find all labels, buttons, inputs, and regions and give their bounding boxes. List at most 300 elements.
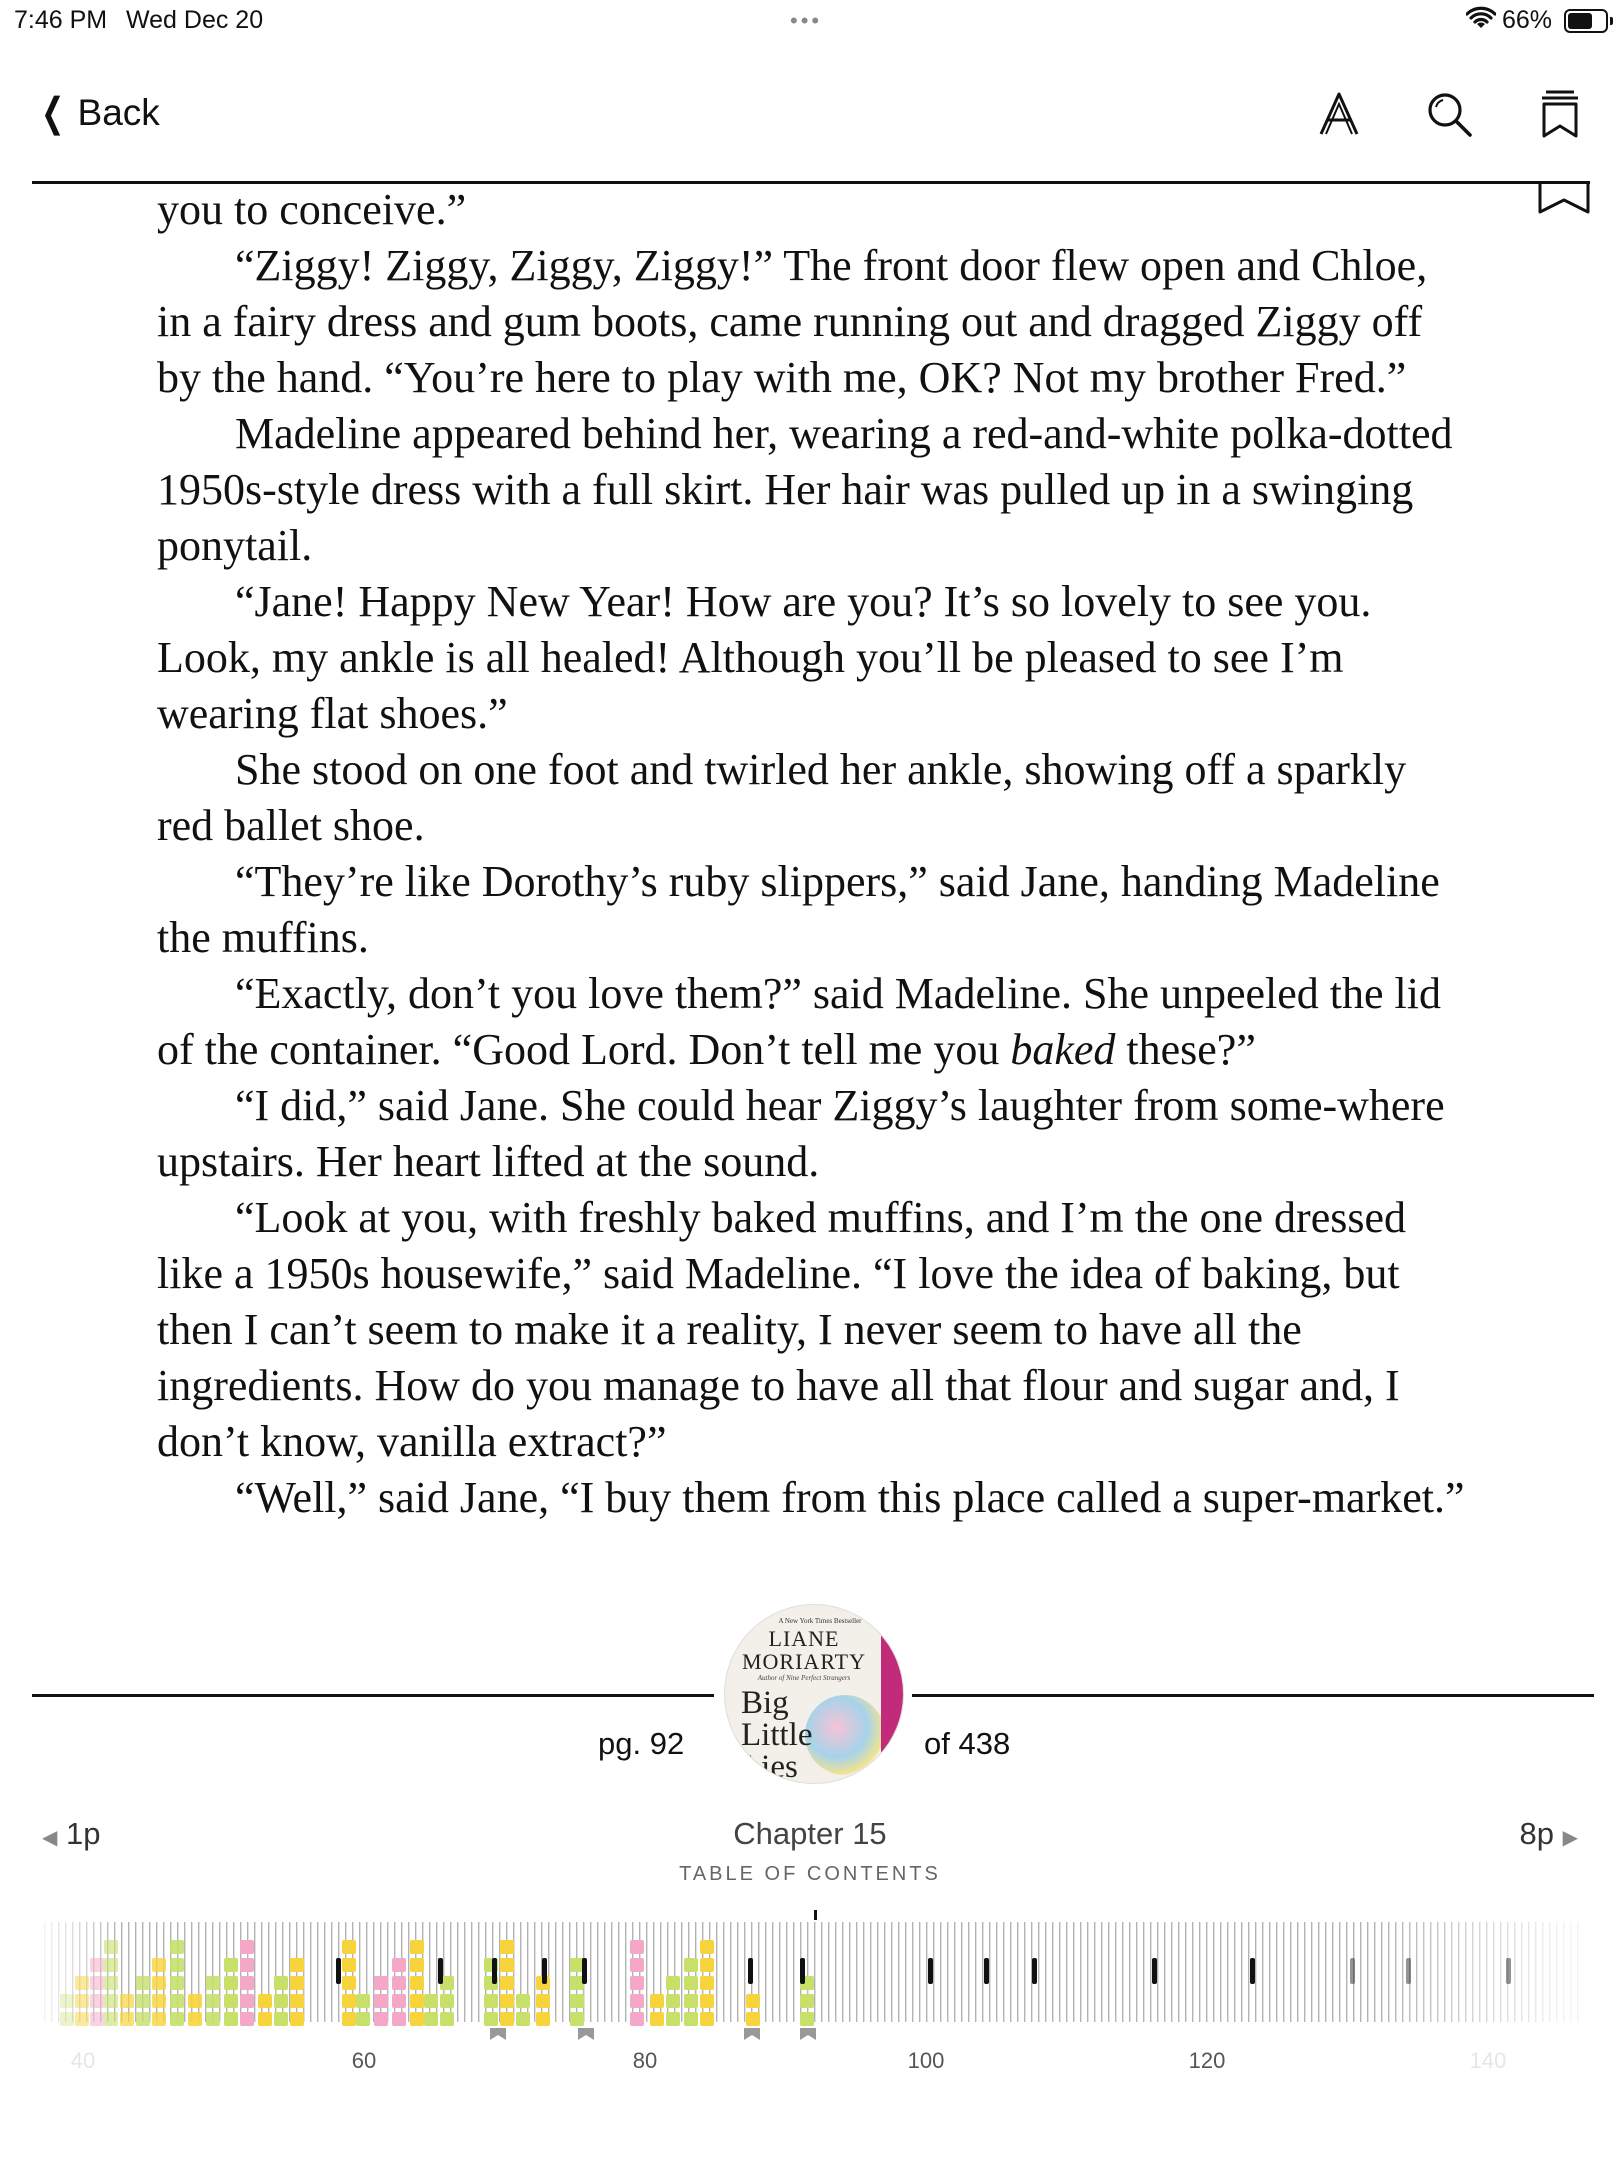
timeline-highlight <box>274 2012 288 2026</box>
timeline-tick <box>1465 1922 1466 2022</box>
timeline-tick <box>1213 1922 1214 2022</box>
timeline-tick <box>1360 1922 1361 2022</box>
timeline-tick <box>765 1922 766 2022</box>
paragraph-text: these?” <box>1115 1025 1256 1074</box>
timeline-highlight <box>700 1976 714 1990</box>
timeline-tick <box>1136 1922 1137 2022</box>
timeline-tick <box>408 1922 409 2022</box>
timeline-highlight <box>170 1958 184 1972</box>
status-date: Wed Dec 20 <box>126 6 264 34</box>
timeline-tick <box>1115 1922 1116 2022</box>
timeline-tick <box>1381 1922 1382 2022</box>
timeline-tick <box>1332 1922 1333 2022</box>
timeline-tick <box>1122 1922 1123 2022</box>
timeline-tick <box>1283 1922 1284 2022</box>
timeline-tick <box>1318 1922 1319 2022</box>
timeline-tick <box>1416 1922 1417 2022</box>
timeline-tick <box>1248 1922 1249 2022</box>
timeline-highlight <box>290 1958 304 1972</box>
back-label: Back <box>77 92 160 133</box>
timeline-note-mark <box>438 1958 443 1984</box>
timeline-note-mark <box>1152 1958 1157 1984</box>
timeline-tick <box>954 1922 955 2022</box>
timeline-note-mark <box>1406 1958 1411 1984</box>
timeline-tick <box>1178 1922 1179 2022</box>
timeline-tick <box>821 1922 822 2022</box>
timeline-tick <box>1472 1922 1473 2022</box>
timeline-highlight <box>136 1994 150 2008</box>
timeline-highlight <box>500 1940 514 1954</box>
timeline-tick <box>856 1922 857 2022</box>
timeline-tick <box>1066 1922 1067 2022</box>
timeline-highlight <box>800 1994 814 2008</box>
timeline-highlight <box>240 2012 254 2026</box>
timeline-highlight <box>90 1994 104 2008</box>
timeline-highlight <box>424 2012 438 2026</box>
timeline-highlight <box>570 1994 584 2008</box>
timeline-tick <box>772 1922 773 2022</box>
timeline-highlight <box>206 2012 220 2026</box>
timeline-highlight <box>274 1976 288 1990</box>
timeline-tick <box>1514 1922 1515 2022</box>
timeline-highlight <box>374 1976 388 1990</box>
timeline-highlight <box>516 1994 530 2008</box>
timeline-tick <box>205 1922 206 2022</box>
timeline-tick <box>1010 1922 1011 2022</box>
timeline-highlight <box>630 1940 644 1954</box>
timeline-highlight <box>410 1976 424 1990</box>
timeline-tick <box>555 1922 556 2022</box>
book-page-text <box>157 182 1467 1526</box>
text-format-icon[interactable] <box>1311 86 1367 142</box>
timeline-highlight <box>440 2012 454 2026</box>
timeline-highlight <box>630 1994 644 2008</box>
timeline-tick <box>786 1922 787 2022</box>
current-page: pg. 92 <box>598 1726 685 1761</box>
timeline-highlight <box>75 1994 89 2008</box>
timeline-highlight <box>440 1994 454 2008</box>
timeline-tick <box>884 1922 885 2022</box>
timeline-tick <box>1367 1922 1368 2022</box>
timeline-tick <box>877 1922 878 2022</box>
timeline-tick <box>1080 1922 1081 2022</box>
timeline-tick <box>58 1922 59 2022</box>
timeline-highlight <box>104 1994 118 2008</box>
timeline-axis-label: 80 <box>632 2048 658 2073</box>
timeline-highlight <box>570 2012 584 2026</box>
timeline-highlight <box>500 1994 514 2008</box>
timeline-tick <box>1339 1922 1340 2022</box>
paragraph-text: “Exactly, don’t you love them?” said Madeline. She unpeeled the lid of the container. “Good Lord. Don’t tell me you <box>157 969 1441 1074</box>
timeline-tick <box>1087 1922 1088 2022</box>
timeline-tick <box>870 1922 871 2022</box>
timeline-tick <box>562 1922 563 2022</box>
paragraph: “Well,” said Jane, “I buy them from this place called a super-market.” <box>235 1473 1465 1522</box>
timeline-tick <box>1500 1922 1501 2022</box>
timeline-highlight <box>700 1958 714 1972</box>
timeline-note-mark <box>1350 1958 1355 1984</box>
timeline-graphic[interactable] <box>0 1910 1620 2050</box>
timeline-tick <box>1395 1922 1396 2022</box>
timeline-tick <box>1143 1922 1144 2022</box>
timeline-tick <box>1255 1922 1256 2022</box>
paragraph: Madeline appeared behind her, wearing a red-and-white polka-dotted 1950s-style dress with a full skirt. Her hair was pulled up in a swinging ponytail. <box>157 409 1453 570</box>
timeline-highlight <box>240 1940 254 1954</box>
timeline-tick <box>464 1922 465 2022</box>
timeline-tick <box>828 1922 829 2022</box>
timeline-tick <box>968 1922 969 2022</box>
timeline-note-mark <box>582 1958 587 1984</box>
status-bar <box>0 0 1620 44</box>
timeline-tick <box>1388 1922 1389 2022</box>
timeline-highlight <box>630 2012 644 2026</box>
timeline-highlight <box>374 2012 388 2026</box>
timeline-tick <box>646 1922 647 2022</box>
timeline-tick <box>681 1922 682 2022</box>
back-button[interactable] <box>36 90 160 136</box>
timeline-highlight <box>666 2012 680 2026</box>
timeline-tick <box>324 1922 325 2022</box>
timeline-highlight <box>104 1940 118 1954</box>
timeline-tick <box>1059 1922 1060 2022</box>
timeline-highlight <box>800 2012 814 2026</box>
timeline-tick <box>1052 1922 1053 2022</box>
timeline-highlight <box>666 1976 680 1990</box>
timeline-tick <box>1521 1922 1522 2022</box>
next-chapter-button[interactable] <box>1520 1816 1579 1852</box>
timeline-highlight <box>746 1994 760 2008</box>
timeline-bookmark-flag <box>490 2028 506 2040</box>
timeline-tick <box>1528 1922 1529 2022</box>
timeline-highlight <box>240 1976 254 1990</box>
timeline-tick <box>898 1922 899 2022</box>
timeline-tick <box>779 1922 780 2022</box>
timeline-tick <box>1241 1922 1242 2022</box>
timeline-highlight <box>90 2012 104 2026</box>
timeline-axis-label: 140 <box>1469 2048 1507 2073</box>
timeline-highlight <box>342 1958 356 1972</box>
timeline-tick <box>289 1922 290 2022</box>
timeline-tick <box>611 1922 612 2022</box>
bookmark-ribbon-icon[interactable] <box>1538 180 1590 216</box>
timeline-highlight <box>136 1976 150 1990</box>
timeline-tick <box>926 1922 927 2022</box>
timeline-highlight <box>700 1940 714 1954</box>
timeline-note-mark <box>800 1958 805 1984</box>
timeline-tick <box>471 1922 472 2022</box>
timeline-tick <box>940 1922 941 2022</box>
timeline-highlight <box>224 1994 238 2008</box>
triangle-left-icon: ◀ <box>42 1827 58 1849</box>
timeline-highlight <box>392 1976 406 1990</box>
timeline-tick <box>1045 1922 1046 2022</box>
italic-text: baked <box>1010 1025 1116 1074</box>
timeline-highlight <box>206 1976 220 1990</box>
timeline-bookmark-flag <box>800 2028 816 2040</box>
timeline-highlight <box>290 1976 304 1990</box>
timeline-tick <box>863 1922 864 2022</box>
timeline-highlight <box>136 2012 150 2026</box>
timeline-tick <box>1157 1922 1158 2022</box>
timeline-highlight <box>650 2012 664 2026</box>
timeline-tick <box>1269 1922 1270 2022</box>
timeline-highlight <box>410 2012 424 2026</box>
timeline-highlight <box>120 1994 134 2008</box>
page-timeline-scrubber[interactable] <box>0 1910 1620 2090</box>
timeline-highlight <box>104 2012 118 2026</box>
timeline-tick <box>737 1922 738 2022</box>
timeline-note-mark <box>1506 1958 1511 1984</box>
timeline-tick <box>478 1922 479 2022</box>
timeline-tick <box>842 1922 843 2022</box>
timeline-tick <box>1150 1922 1151 2022</box>
timeline-highlight <box>516 2012 530 2026</box>
chapter-title: Chapter 15 <box>733 1816 887 1851</box>
timeline-tick <box>1038 1922 1039 2022</box>
timeline-tick <box>1024 1922 1025 2022</box>
timeline-highlight <box>104 1976 118 1990</box>
timeline-tick <box>569 1922 570 2022</box>
timeline-highlight <box>188 2012 202 2026</box>
timeline-tick <box>1437 1922 1438 2022</box>
timeline-tick <box>1234 1922 1235 2022</box>
timeline-tick <box>975 1922 976 2022</box>
timeline-highlight <box>356 1994 370 2008</box>
timeline-tick <box>891 1922 892 2022</box>
timeline-highlight <box>342 2012 356 2026</box>
page-bottom-rule <box>912 1694 1594 1697</box>
timeline-tick <box>373 1922 374 2022</box>
timeline-tick <box>1570 1922 1571 2022</box>
cover-subtitle: Author of Nine Perfect Strangers <box>757 1674 851 1682</box>
timeline-note-mark <box>336 1958 341 1984</box>
timeline-highlight <box>240 1994 254 2008</box>
triangle-right-icon: ▶ <box>1562 1827 1578 1849</box>
timeline-highlight <box>392 2012 406 2026</box>
timeline-highlight <box>60 2012 74 2026</box>
paragraph: “Jane! Happy New Year! How are you? It’s so lovely to see you. Look, my ankle is all healed! Although you’ll be pleased to see I’m wearing flat shoes.” <box>157 577 1372 738</box>
timeline-highlight <box>666 1994 680 2008</box>
timeline-highlight <box>374 1994 388 2008</box>
timeline-highlight <box>170 1976 184 1990</box>
search-icon[interactable] <box>1421 86 1477 142</box>
paragraph: “Look at you, with freshly baked muffins, and I’m the one dressed like a 1950s housewife,” said Madeline. “I love the idea of baking, but then I can’t seem to make it a reality, I never seem to have all the ingredients. How do you manage to have all that flour and sugar and, I don’t know, vanilla extract?” <box>157 1193 1407 1466</box>
timeline-highlight <box>484 2012 498 2026</box>
timeline-tick <box>1199 1922 1200 2022</box>
paragraph: She stood on one foot and twirled her ankle, showing off a sparkly red ballet shoe. <box>157 745 1407 850</box>
timeline-position-indicator <box>814 1910 817 1920</box>
cover-title: Big Little Lies <box>741 1685 813 1784</box>
next-chapter-label: 8p <box>1519 1816 1554 1851</box>
timeline-highlight <box>152 1958 166 1972</box>
wifi-icon <box>1466 6 1496 39</box>
timeline-tick <box>1227 1922 1228 2022</box>
timeline-tick <box>1479 1922 1480 2022</box>
timeline-note-mark <box>748 1958 753 1984</box>
timeline-highlight <box>410 1958 424 1972</box>
timeline-highlight <box>290 1994 304 2008</box>
timeline-tick <box>1094 1922 1095 2022</box>
timeline-highlight <box>224 1976 238 1990</box>
timeline-highlight <box>570 1976 584 1990</box>
status-time: 7:46 PM <box>14 6 108 34</box>
timeline-highlight <box>170 2012 184 2026</box>
timeline-tick <box>989 1922 990 2022</box>
timeline-highlight <box>258 2012 272 2026</box>
timeline-tick <box>793 1922 794 2022</box>
timeline-tick <box>317 1922 318 2022</box>
timeline-highlight <box>570 1958 584 1972</box>
timeline-highlight <box>258 1994 272 2008</box>
timeline-note-mark <box>492 1958 497 1984</box>
timeline-axis-label: 100 <box>907 2048 945 2073</box>
timeline-tick <box>1346 1922 1347 2022</box>
timeline-highlight <box>700 2012 714 2026</box>
timeline-tick <box>905 1922 906 2022</box>
paragraph <box>157 966 1467 1078</box>
timeline-tick <box>457 1922 458 2022</box>
timeline-note-mark <box>1032 1958 1037 1984</box>
cover-author: LIANE MORIARTY <box>741 1626 866 1674</box>
timeline-highlight <box>484 1994 498 2008</box>
timeline-tick <box>1444 1922 1445 2022</box>
timeline-tick <box>597 1922 598 2022</box>
timeline-tick <box>310 1922 311 2022</box>
timeline-tick <box>1297 1922 1298 2022</box>
timeline-tick <box>1164 1922 1165 2022</box>
previous-chapter-label: 1p <box>66 1816 101 1851</box>
timeline-highlight <box>170 1994 184 2008</box>
timeline-highlight <box>500 1976 514 1990</box>
timeline-tick <box>499 1922 500 2022</box>
timeline-tick <box>604 1922 605 2022</box>
timeline-tick <box>1556 1922 1557 2022</box>
timeline-tick <box>912 1922 913 2022</box>
timeline-tick <box>1486 1922 1487 2022</box>
timeline-highlight <box>630 1958 644 1972</box>
timeline-highlight <box>274 1994 288 2008</box>
timeline-highlight <box>342 1940 356 1954</box>
timeline-tick <box>933 1922 934 2022</box>
timeline-axis-label: 120 <box>1188 2048 1226 2073</box>
timeline-highlight <box>684 1976 698 1990</box>
timeline-tick <box>1262 1922 1263 2022</box>
timeline-tick <box>1311 1922 1312 2022</box>
timeline-axis-label: 40 <box>70 2048 96 2073</box>
timeline-highlight <box>424 1994 438 2008</box>
timeline-tick <box>1017 1922 1018 2022</box>
timeline-tick <box>1003 1922 1004 2022</box>
paragraph: “They’re like Dorothy’s ruby slippers,” said Jane, handing Madeline the muffins. <box>157 857 1440 962</box>
timeline-highlight <box>152 2012 166 2026</box>
battery-percent: 66% <box>1502 6 1553 34</box>
timeline-tick <box>1290 1922 1291 2022</box>
total-pages: of 438 <box>924 1726 1011 1761</box>
timeline-tick <box>1549 1922 1550 2022</box>
timeline-highlight <box>500 2012 514 2026</box>
timeline-tick <box>44 1922 45 2022</box>
book-cover-thumbnail[interactable] <box>724 1604 904 1784</box>
paragraph: you to conceive.” <box>157 185 467 234</box>
timeline-tick <box>996 1922 997 2022</box>
timeline-tick <box>744 1922 745 2022</box>
timeline-highlight <box>650 1994 664 2008</box>
timeline-tick <box>730 1922 731 2022</box>
timeline-highlight <box>392 1994 406 2008</box>
timeline-tick <box>814 1922 815 2022</box>
timeline-tick <box>1276 1922 1277 2022</box>
timeline-tick <box>849 1922 850 2022</box>
timeline-tick <box>919 1922 920 2022</box>
timeline-highlight <box>120 2012 134 2026</box>
timeline-highlight <box>224 2012 238 2026</box>
timeline-tick <box>982 1922 983 2022</box>
timeline-tick <box>254 1922 255 2022</box>
cover-tagline: A New York Times Bestseller <box>778 1617 862 1625</box>
page-bottom-rule <box>32 1694 714 1697</box>
table-of-contents-link[interactable]: TABLE OF CONTENTS <box>679 1863 941 1885</box>
timeline-highlight <box>290 2012 304 2026</box>
timeline-tick <box>1325 1922 1326 2022</box>
reader-toolbar <box>0 80 1620 150</box>
timeline-tick <box>1206 1922 1207 2022</box>
bookmarks-icon[interactable] <box>1532 86 1588 142</box>
timeline-tick <box>1171 1922 1172 2022</box>
timeline-note-mark <box>1250 1958 1255 1984</box>
timeline-highlight <box>90 1976 104 1990</box>
cover-spine-band <box>881 1605 903 1784</box>
timeline-tick <box>1535 1922 1536 2022</box>
timeline-highlight <box>410 1994 424 2008</box>
timeline-axis-label: 60 <box>351 2048 377 2073</box>
timeline-highlight <box>684 2012 698 2026</box>
timeline-tick <box>590 1922 591 2022</box>
timeline-highlight <box>75 1976 89 1990</box>
timeline-tick <box>1192 1922 1193 2022</box>
timeline-highlight <box>90 1958 104 1972</box>
timeline-tick <box>1577 1922 1578 2022</box>
timeline-tick <box>534 1922 535 2022</box>
timeline-highlight <box>206 1994 220 2008</box>
timeline-highlight <box>630 1976 644 1990</box>
timeline-note-mark <box>928 1958 933 1984</box>
timeline-highlight <box>152 1976 166 1990</box>
timeline-tick <box>1430 1922 1431 2022</box>
multitasking-dots-icon[interactable]: ••• <box>790 8 823 33</box>
timeline-highlight <box>170 1940 184 1954</box>
timeline-tick <box>1423 1922 1424 2022</box>
timeline-tick <box>1542 1922 1543 2022</box>
timeline-tick <box>1304 1922 1305 2022</box>
timeline-highlight <box>152 1994 166 2008</box>
timeline-tick <box>1108 1922 1109 2022</box>
timeline-highlight <box>684 1994 698 2008</box>
timeline-highlight <box>536 1994 550 2008</box>
timeline-tick <box>1101 1922 1102 2022</box>
timeline-highlight <box>104 1958 118 1972</box>
timeline-tick <box>1129 1922 1130 2022</box>
timeline-tick <box>618 1922 619 2022</box>
timeline-tick <box>723 1922 724 2022</box>
timeline-highlight <box>356 2012 370 2026</box>
timeline-note-mark <box>542 1958 547 1984</box>
timeline-tick <box>1374 1922 1375 2022</box>
timeline-highlight <box>60 1994 74 2008</box>
timeline-highlight <box>392 1958 406 1972</box>
timeline-tick <box>1451 1922 1452 2022</box>
timeline-highlight <box>342 1994 356 2008</box>
timeline-highlight <box>500 1958 514 1972</box>
